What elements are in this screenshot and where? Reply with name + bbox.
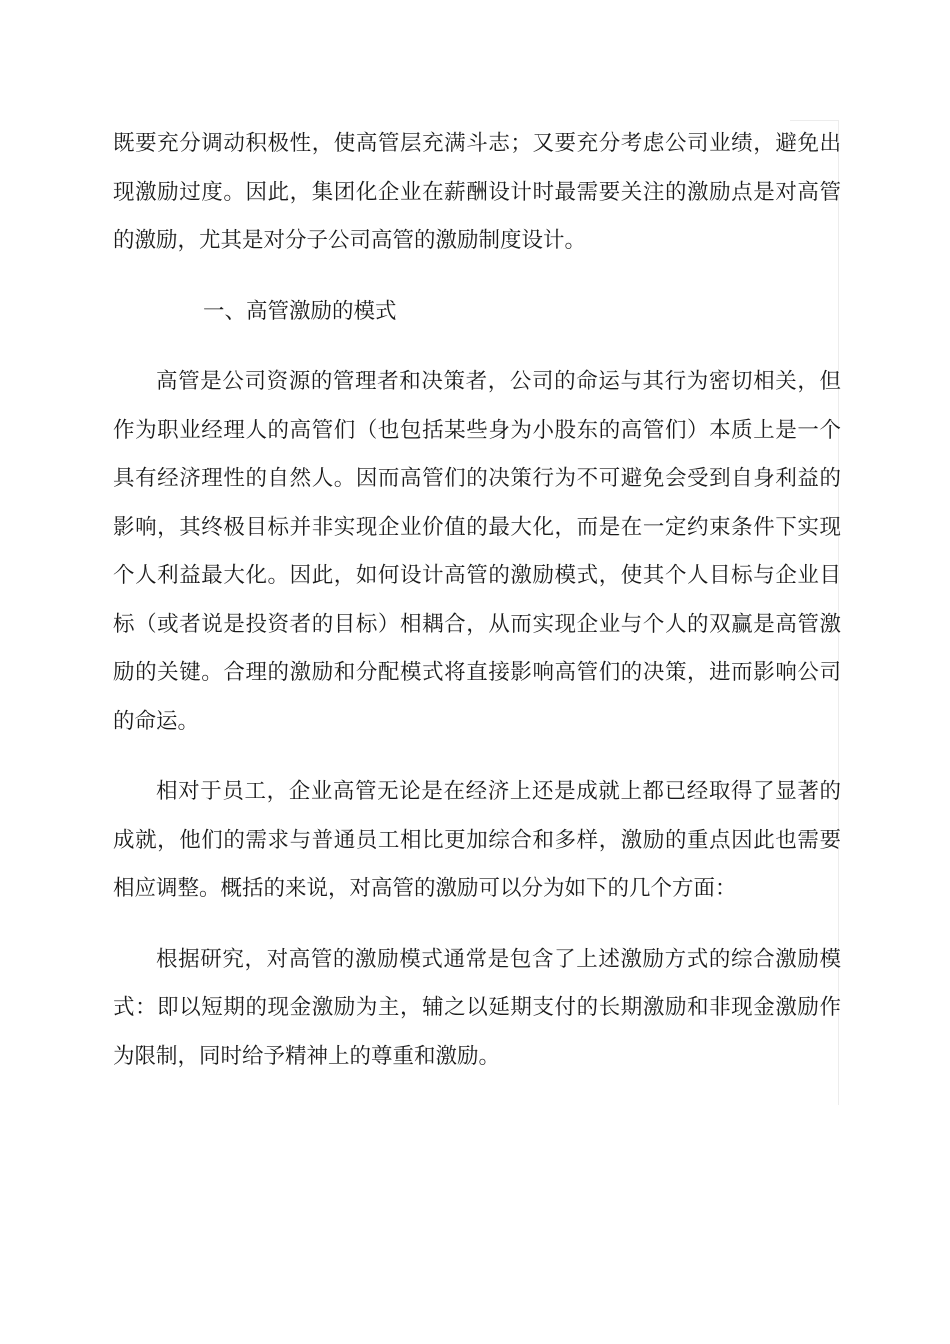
paragraph-1: 既要充分调动积极性，使高管层充满斗志；又要充分考虑公司业绩，避免出现激励过度。因此，集团化企业在薪酬设计时最需要关注的激励点是对高管的激励，尤其是对分子公司高管的激励制度设计。 [113,131,841,253]
paragraph-2: 高管是公司资源的管理者和决策者，公司的命运与其行为密切相关，但作为职业经理人的高管们（也包括某些身为小股东的高管们）本质上是一个具有经济理性的自然人。因而高管们的决策行为不可避免会受到自身利益的影响，其终极目标并非实现企业价值的最大化，而是在一定约束条件下实现个人利益最大化。因此，如何设计高管的激励模式，使其个人目标与企业目标（或者说是投资者的目标）相耦合，从而实现企业与个人的双赢是高管激励的关键。合理的激励和分配模式将直接影响高管们的决策，进而影响公司的命运。 [113,369,841,734]
paragraph-3: 相对于员工，企业高管无论是在经济上还是成就上都已经取得了显著的成就，他们的需求与普通员工相比更加综合和多样，激励的重点因此也需要相应调整。概括的来说，对高管的激励可以分为如下的几个方面： [113,779,841,901]
document-body [113,120,841,1081]
section-heading: 一、高管激励的模式 [203,298,397,324]
paragraph-4: 根据研究，对高管的激励模式通常是包含了上述激励方式的综合激励模式：即以短期的现金激励为主，辅之以延期支付的长期激励和非现金激励作为限制，同时给予精神上的尊重和激励。 [113,946,841,1069]
